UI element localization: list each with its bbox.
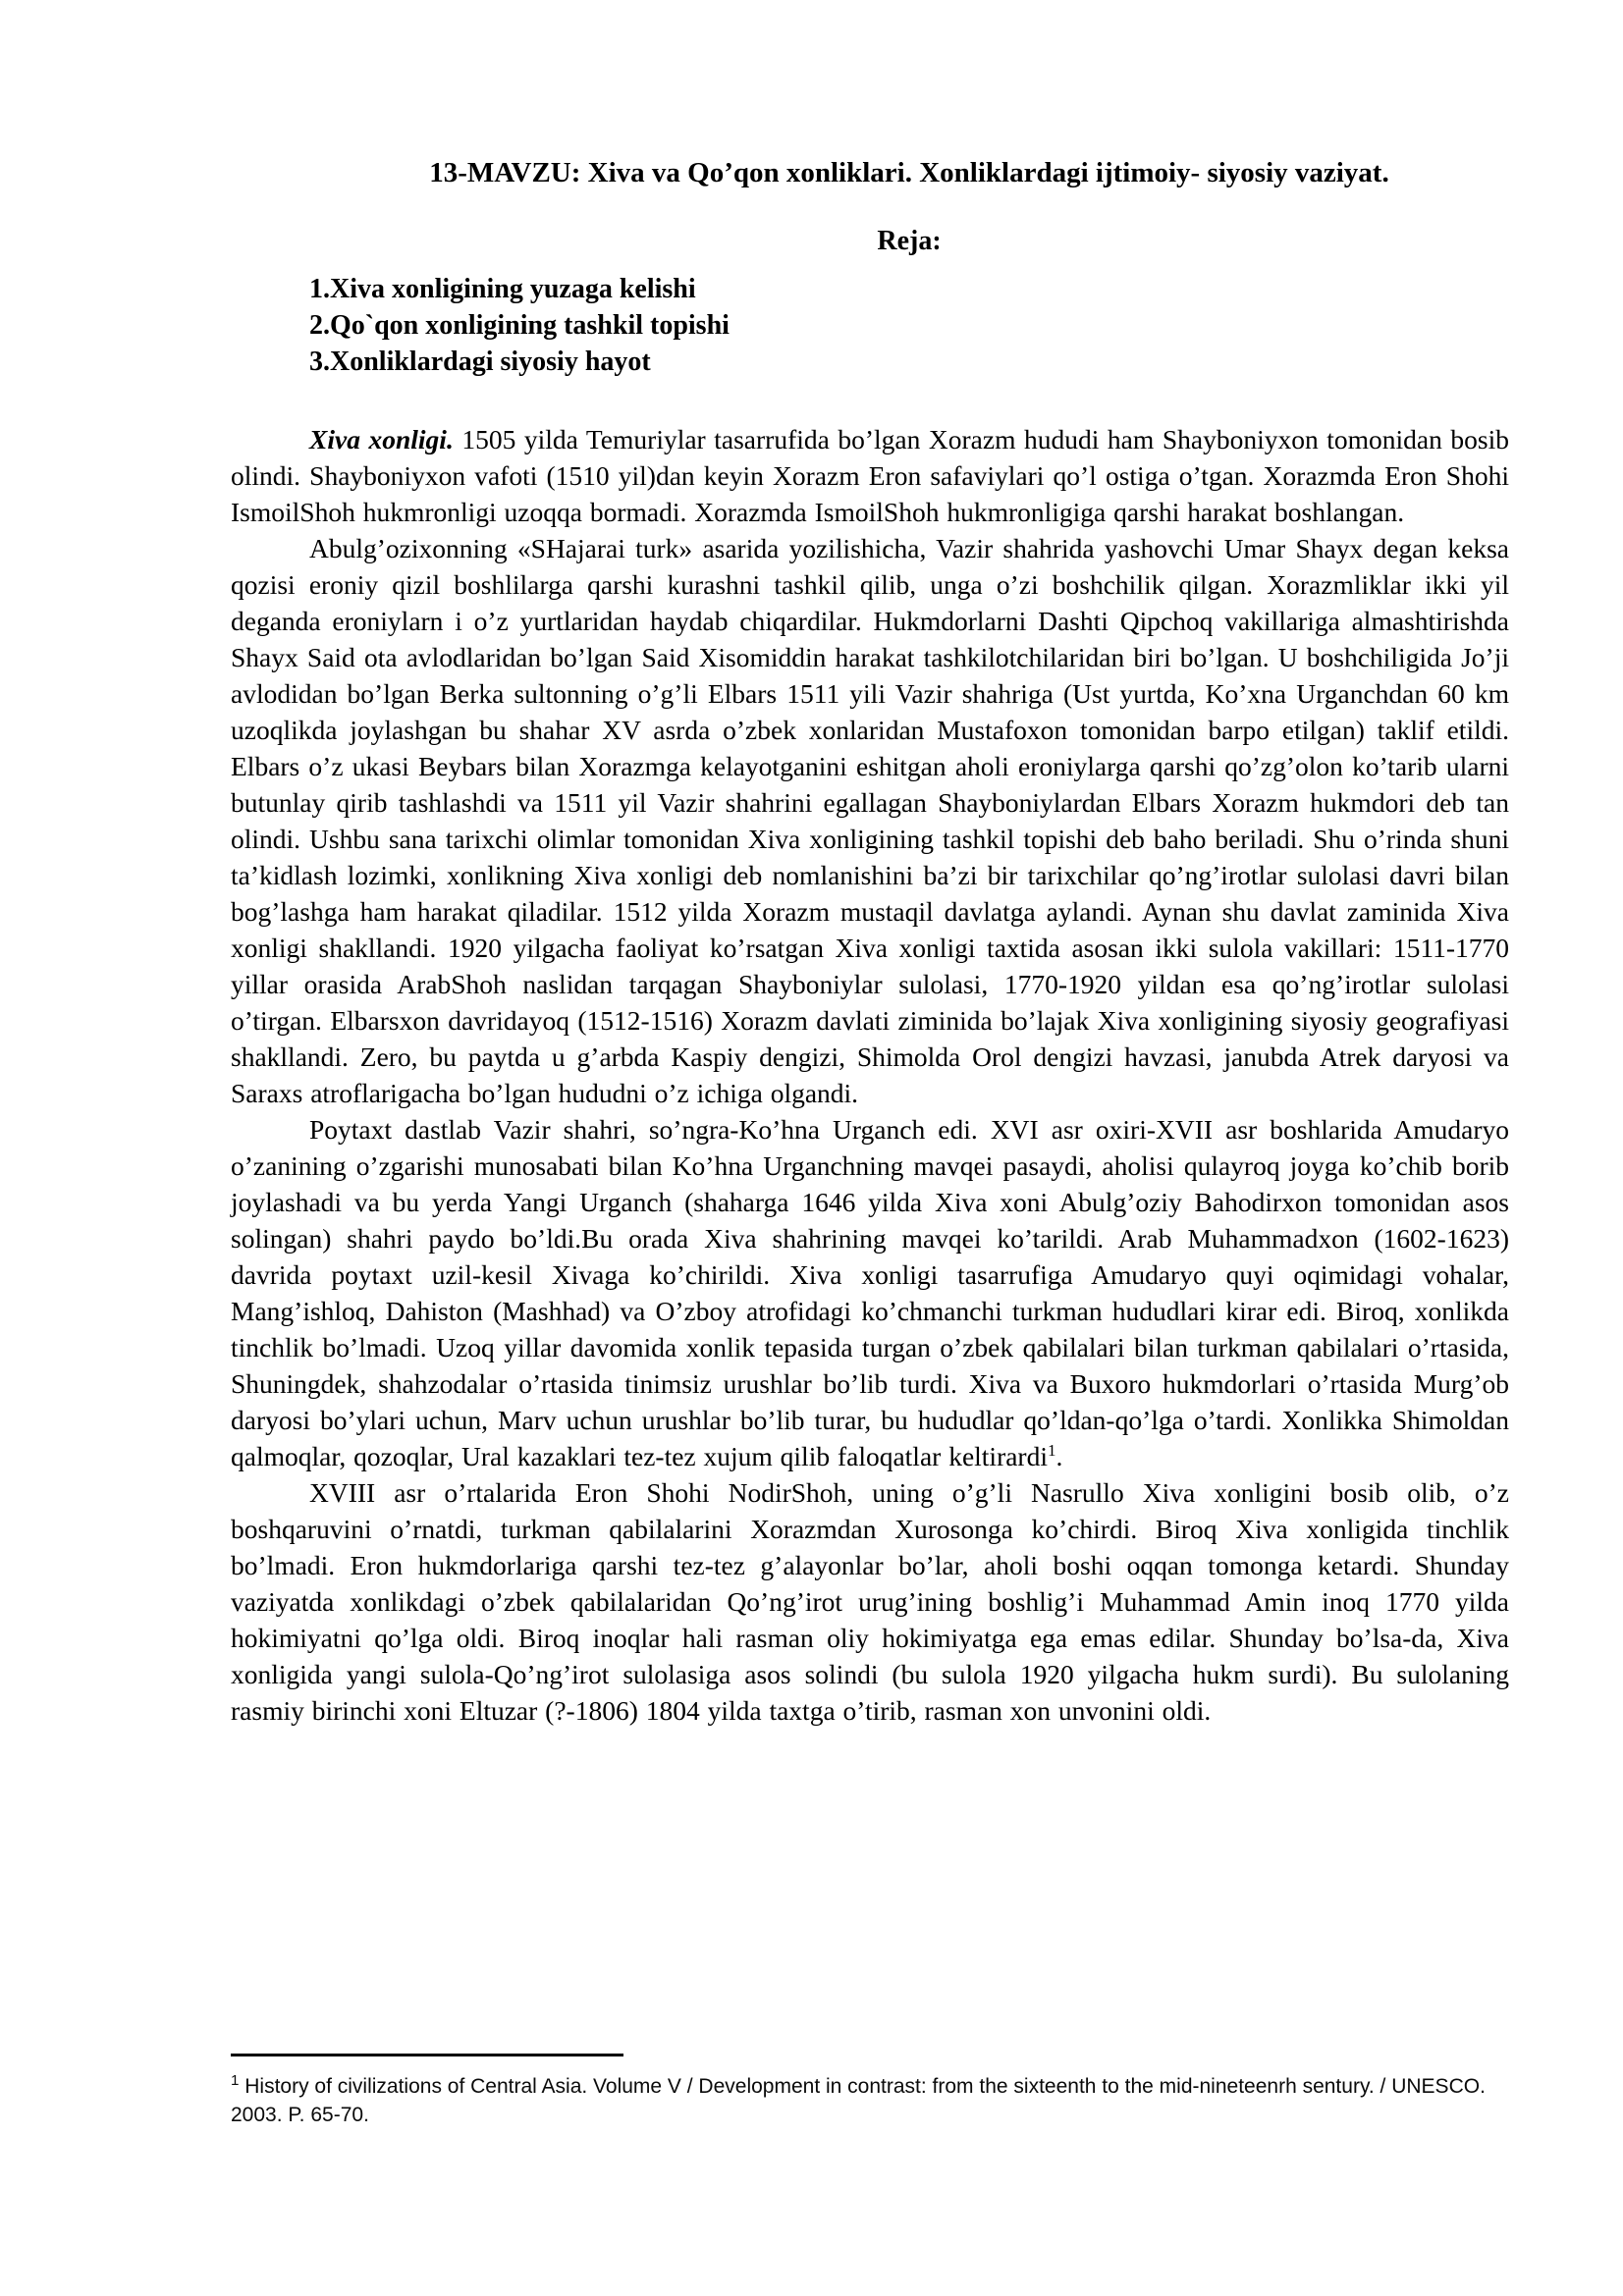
plan-list — [309, 271, 1509, 380]
footnote-reference: 1 — [1047, 1440, 1056, 1460]
footnote-marker: 1 — [231, 2072, 240, 2089]
plan-item-2: 2.Qo`qon xonligining tashkil topishi — [309, 310, 730, 341]
plan-item-1: 1.Xiva xonligining yuzaga kelishi — [309, 274, 696, 304]
paragraph-4-text: XVIII asr o’rtalarida Eron Shohi NodirShoh, uning o’g’li Nasrullo Xiva xonligini bosib olib, o’z boshqaruvini o’rnatdi, turkman qabilalarini Xorazmdan Xurosonga ko’chirdi. Biroq Xiva xonligida tinchlik bo’lmadi. Eron hukmdorlariga qarshi tez-tez g’alayonlar bo’lar, aholi boshi oqqan tomonga ketardi. Shunday vaziyatda xonlikdagi o’zbek qabilalaridan Qo’ng’irot urug’ining boshlig’i Muhammad Amin inoq 1770 yilda hokimiyatni qo’lga oldi. Biroq inoqlar hali rasman oliy hokimiyatga ega emas edilar. Shunday bo’lsa-da, Xiva xonligida yangi sulola-Qo’ng’irot sulolasiga asos solindi (bu sulola 1920 yilgacha hukm surdi). Bu sulolaning rasmiy birinchi xoni Eltuzar (?-1806) 1804 yilda taxtga o’tirib, rasman xon unvonini oldi. — [231, 1477, 1509, 1726]
plan-item-3: 3.Xonliklardagi siyosiy hayot — [309, 347, 651, 377]
footnote-text: History of civilizations of Central Asia. Volume V / Development in contrast: from the sixteenth to the mid-nineteenrh sentury. / UNESCO. 2003. P. 65-70. — [231, 2075, 1486, 2126]
paragraph-3-text: Poytaxt dastlab Vazir shahri, so’ngra-Ko’hna Urganch edi. XVI asr oxiri-XVII asr boshlarida Amudaryo o’zanining o’zgarishi munosabati bilan Ko’hna Urganchning mavqei pasaydi, aholisi qulayroq joyga ko’chib borib joylashadi va bu yerda Yangi Urganch (shaharga 1646 yilda Xiva xoni Abulg’oziy Bahodirxon tomonidan asos solingan) shahri paydo bo’ldi.Bu orada Xiva shahrining mavqei ko’tarildi. Arab Muhammadxon (1602-1623) davrida poytaxt uzil-kesil Xivaga ko’chirildi. Xiva xonligi tasarrufiga Amudaryo quyi oqimidagi vohalar, Mang’ishloq, Dahiston (Mashhad) va O’zboy atrofidagi ko’chmanchi turkman hududlari kirar edi. Biroq, xonlikda tinchlik bo’lmadi. Uzoq yillar davomida xonlik tepasida turgan o’zbek qabilalari bilan turkman qabilalari o’rtasida, Shuningdek, shahzodalar o’rtasida tinimsiz urushlar bo’lib turdi. Xiva va Buxoro hukmdorlari o’rtasida Murg’ob daryosi bo’ylari uchun, Marv uchun urushlar bo’lib turar, bu hududlar qo’ldan-qo’lga o’tardi. Xonlikka Shimoldan qalmoqlar, qozoqlar, Ural kazaklari tez-tez xujum qilib faloqatlar keltirardi — [231, 1114, 1509, 1471]
paragraph-2 — [231, 530, 1509, 1111]
footnote — [231, 2072, 1509, 2129]
paragraph-3-text-after: . — [1055, 1441, 1063, 1471]
paragraph-3 — [231, 1111, 1509, 1474]
paragraph-1 — [231, 421, 1509, 530]
paragraph-1-lead: Xiva xonligi. — [309, 424, 454, 454]
paragraph-1-text: 1505 yilda Temuriylar tasarrufida bo’lgan Xorazm hududi ham Shayboniyxon tomonidan bosib olindi. Shayboniyxon vafoti (1510 yil)dan keyin Xorazm Eron safaviylari qo’l ostiga o’tgan. Xorazmda Eron Shohi IsmoilShoh hukmronligi uzoqqa bormadi. Xorazmda IsmoilShoh hukmronligiga qarshi harakat boshlangan. — [231, 424, 1510, 527]
document-content — [231, 155, 1509, 1729]
footnote-separator — [231, 2054, 623, 2056]
page-title: 13-MAVZU: Xiva va Qo’qon xonliklari. Xonliklardagi ijtimoiy- siyosiy vaziyat. — [429, 157, 1389, 188]
plan-heading: Reja: — [877, 226, 942, 256]
paragraph-2-text: Abulg’ozixonning «SHajarai turk» asarida yozilishicha, Vazir shahrida yashovchi Umar Shayx degan keksa qozisi eroniy qizil boshlilarga qarshi kurashni tashkil qilib, unga o’zi boshchilik qilgan. Xorazmliklar ikki yil deganda eroniylarn i o’z yurtlaridan haydab chiqardilar. Hukmdorlarni Dashti Qipchoq vakillariga almashtirishda Shayx Said ota avlodlaridan bo’lgan Said Xisomiddin harakat tashkilotchilaridan biri bo’lgan. U boshchiligida Jo’ji avlodidan bo’lgan Berka sultonning o’g’li Elbars 1511 yili Vazir shahriga (Ust yurtda, Ko’xna Urganchdan 60 km uzoqlikda joylashgan bu shahar XV asrda o’zbek xonlaridan Mustafoxon tomonidan barpo etilgan) taklif etildi. Elbars o’z ukasi Beybars bilan Xorazmga kelayotganini eshitgan aholi eroniylarga qarshi qo’zg’olon ko’tarib ularni butunlay qirib tashlashdi va 1511 yil Vazir shahrini egallagan Shayboniylardan Elbars Xorazm hukmdori deb tan olindi. Ushbu sana tarixchi olimlar tomonidan Xiva xonligining tashkil topishi deb baho beriladi. Shu o’rinda shuni ta’kidlash lozimki, xonlikning Xiva xonligi deb nomlanishini ba’zi bir tarixchilar qo’ng’irotlar sulolasi davri bilan bog’lashga ham harakat qiladilar. 1512 yilda Xorazm mustaqil davlatga aylandi. Aynan shu davlat zaminida Xiva xonligi shakllandi. 1920 yilgacha faoliyat ko’rsatgan Xiva xonligi taxtida asosan ikki sulola vakillari: 1511-1770 yillar orasida ArabShoh naslidan tarqagan Shayboniylar sulolasi, 1770-1920 yildan esa qo’ng’irotlar sulolasi o’tirgan. Elbarsxon davridayoq (1512-1516) Xorazm davlati ziminida bo’lajak Xiva xonligining siyosiy geografiyasi shakllandi. Zero, bu paytda u g’arbda Kaspiy dengizi, Shimolda Orol dengizi havzasi, janubda Atrek daryosi va Saraxs atroflarigacha bo’lgan hududni o’z ichiga olgandi. — [231, 533, 1509, 1108]
footnote-area — [231, 2054, 1509, 2129]
paragraph-4 — [231, 1474, 1509, 1729]
